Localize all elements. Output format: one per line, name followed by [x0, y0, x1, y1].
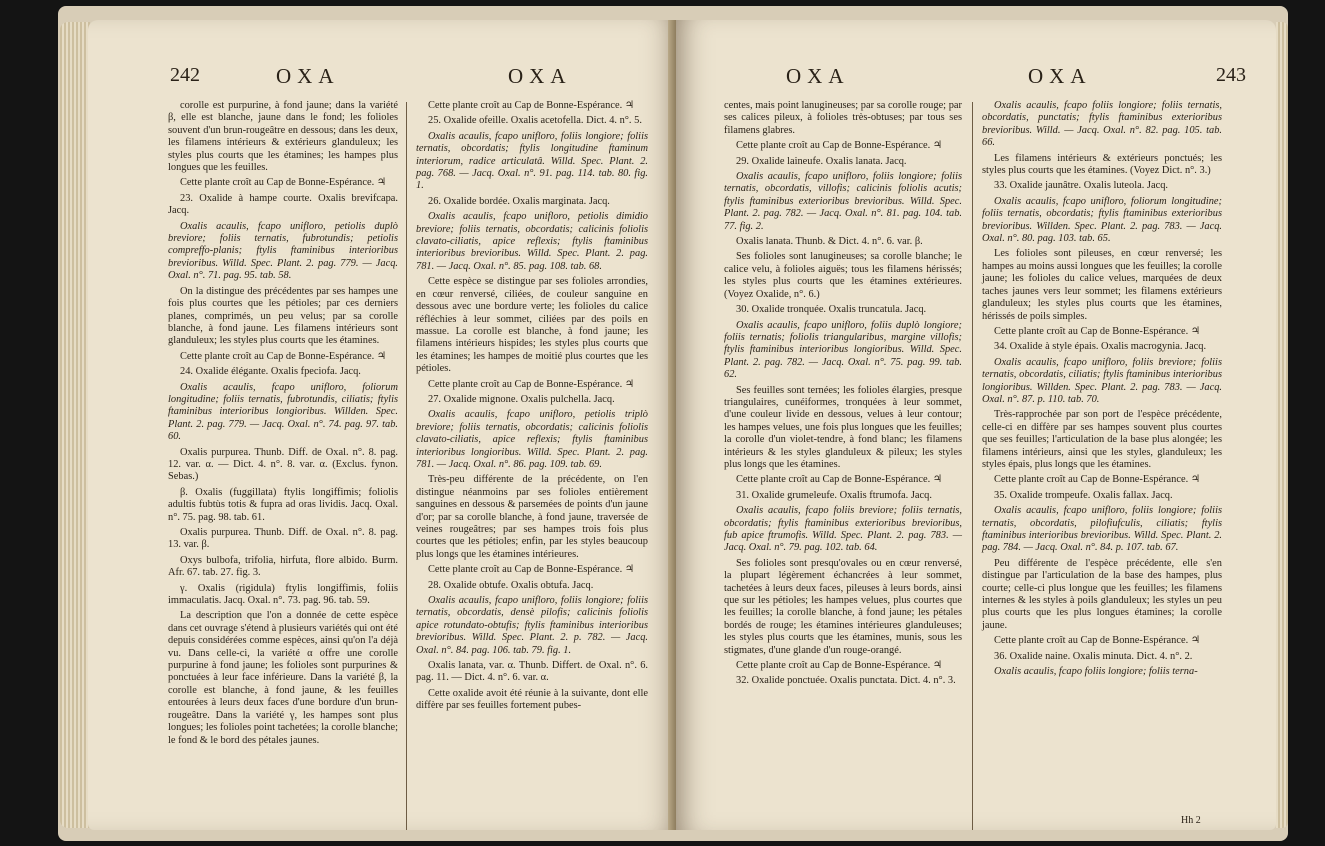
paragraph: 29. Oxalide laineufe. Oxalis lanata. Jacq. — [736, 155, 907, 167]
paragraph: 28. Oxalide obtufe. Oxalis obtufa. Jacq. — [428, 579, 594, 591]
paragraph: 32. Oxalide ponctuée. Oxalis punctata. Dict. 4. n°. 3. — [736, 675, 956, 687]
paragraph: Oxalis acaulis, fcapo unifloro, petiolis duplò breviore; foliis ternatis, fubrotundis; petiolis compreffo-planis; ftylis ftaminibus interioribus brevioribus. Willd. Spec. Plant. 2. pag. 779. — Jacq. Oxal. n°. 71. pag. 95. tab. 58. — [168, 220, 398, 282]
paragraph: Cette plante croît au Cap de Bonne-Espérance. ♃ — [994, 325, 1201, 337]
paragraph: Cette espèce se distingue par ses folioles arrondies, en cœur renversé, ciliées, de couleur sanguine en dessous avec une bordure verte; les folioles du calice réfléchies à leur sommet, ciliées par des poils en massue. La corolle est blanche, à fond jaune; les filamens intérieurs hispides; les styles plus courts que les étamines; les hampes de moitié plus courtes que les pétioles. — [416, 276, 648, 375]
paragraph: Oxalis acaulis, fcapo unifloro, foliorum longitudine; foliis ternatis, fubrotundis, ciliatis; ftylis ftaminibus interioribus longioribus. Willden. Spec. Plant. 2. pag. 779. — Jacq. Oxal. n°. 74. pag. 97. tab. 60. — [168, 381, 398, 443]
paragraph: Oxalis acaulis, fcapo unifloro, foliis longiore; foliis ternatis, obcordatis, densè pilofis; calicinis foliolis apice rotundato-obtufis; ftylis ftaminibus interioribus brevioribus. Willd. Spec. Plant. 2. p. 782. — Jacq. Oxal. n°. 84. pag. 106. tab. 79. fig. 1. — [416, 595, 648, 656]
paragraph: 35. Oxalide trompeufe. Oxalis fallax. Jacq. — [994, 489, 1173, 501]
paragraph: Cette plante croît au Cap de Bonne-Espérance. ♃ — [180, 350, 387, 362]
paragraph: 25. Oxalide ofeille. Oxalis acetofella. Dict. 4. n°. 5. — [428, 115, 642, 127]
running-header-left-2: OXA — [508, 64, 572, 88]
paragraph: 31. Oxalide grumeleufe. Oxalis ftrumofa. Jacq. — [736, 489, 932, 501]
paragraph: 23. Oxalide à hampe courte. Oxalis brevifcapa. Jacq. — [168, 192, 398, 217]
paragraph: Cette plante croît au Cap de Bonne-Espérance. ♃ — [428, 378, 635, 390]
paragraph: Très-rapprochée par son port de l'espèce précédente, celle-ci en diffère par ses hampes souvent plus courtes que ses feuilles; l'articulation de la base plus alongée; les filamens intérieurs, ainsi que les styles, glanduleux; les styles épais, plus longs que les étamines. — [982, 409, 1222, 470]
paragraph: 36. Oxalide naine. Oxalis minuta. Dict. 4. n°. 2. — [994, 650, 1193, 662]
paragraph: Peu différente de l'espèce précédente, elle s'en distingue par l'articulation de la base des hampes, plus courte; celle-ci plus longue que les feuilles; les filamens internes & les styles à poils glanduleux; les styles un peu plus courts que les plus longues étamines; la corolle jaune. — [982, 557, 1222, 631]
paragraph: Cette plante croît au Cap de Bonne-Espérance. ♃ — [428, 564, 635, 576]
paragraph: γ. Oxalis (rigidula) ftylis longiffimis, foliis immaculatis. Jacq. Oxal. n°. 73. pag. 96. tab. 59. — [168, 582, 398, 607]
paragraph: Cette oxalide avoit été réunie à la suivante, dont elle diffère par ses feuilles fortement pubes- — [416, 687, 648, 712]
paragraph: centes, mais point lanugineuses; par sa corolle rouge; par ses calices pileux, à folioles très-obtuses; par tous ses filamens glabres. — [724, 100, 962, 136]
paragraph: Oxalis acaulis, fcapo unifloro, foliis breviore; foliis ternatis, obcordatis, ciliatis; ftylis ftaminibus interioribus longioribus. Willden. Spec. Plant. 2. pag. 783. — Jacq. Oxal. n°. 87. p. 110. tab. 70. — [982, 356, 1222, 405]
paragraph: Oxalis purpurea. Thunb. Diff. de Oxal. n°. 8. pag. 12. var. α. — Dict. 4. n°. 8. var. α. (Exclus. fynon. Sebas.) — [168, 446, 398, 483]
paragraph: Oxalis acaulis, fcapo unifloro, foliis duplò longiore; foliis ternatis; foliolis triangularibus, margine villofis; ftylis ftaminibus interioribus longioribus. Willd. Spec. Plant. 2. pag. 782. — Jacq. Oxal. n°. 75. pag. 99. tab. 62. — [724, 319, 962, 381]
paragraph: 24. Oxalide élégante. Oxalis fpeciofa. Jacq. — [180, 366, 361, 378]
paragraph: Ses feuilles sont ternées; les folioles élargies, presque triangulaires, cunéiformes, tronquées à leur sommet, d'une couleur livide en dessous, velues à leur contour; les hampes velues, une fois plus longues que les feuilles; la corolle d'un violet-tendre, à fond blanc; les filamens intérieurs & les styles glanduleux & pileux; les styles plus longs que les étamines. — [724, 384, 962, 470]
left-column-1 — [168, 100, 398, 750]
column-rule-left — [406, 102, 407, 830]
right-column-1 — [724, 100, 962, 691]
paragraph: corolle est purpurine, à fond jaune; dans la variété β, elle est blanche, jaune dans le fond; les folioles souvent d'un brun-rougeâtre en dessous; dans les deux, les filamens intérieurs & extérieurs glanduleux; les styles plus courts que les étamines; les hampes plus longues que les feuilles. — [168, 100, 398, 174]
running-header-right-1: OXA — [786, 64, 850, 88]
paragraph: Oxalis acaulis, fcapo foliis breviore; foliis ternatis, obcordatis; ftylis ftaminibus exterioribus brevioribus, fub apice ftrumofis. Willd. Spec. Plant. 2. pag. 783. — Jacq. Oxal. n°. 79. pag. 102. tab. 64. — [724, 505, 962, 554]
paragraph: Oxys bulbofa, trifolia, hirfuta, flore albido. Burm. Afr. 67. tab. 27. fig. 3. — [168, 554, 398, 579]
paragraph: 30. Oxalide tronquée. Oxalis truncatula. Jacq. — [736, 304, 927, 316]
paragraph: On la distingue des précédentes par ses hampes une fois plus courtes que les pétioles; par ces derniers planes, comprimés, un peu velus; par sa corolle blanche, à fond jaune. Les filamens intérieurs sont glanduleux; les styles plus courts que les étamines. — [168, 285, 398, 347]
paragraph: Cette plante croît au Cap de Bonne-Espérance. ♃ — [736, 660, 943, 672]
right-page — [676, 20, 1276, 830]
paragraph: La description que l'on a donnée de cette espèce dans cet ouvrage s'étend à plusieurs variétés qui ont été depuis considérées comme espèces, ainsi qu'on l'a déjà vu. Dans celle-ci, la variété α offre une corolle purpurine à fond jaune; les folioles sont purpurines & ponctuées à leur face inférieure. Dans la variété β, la corolle est blanche, à fond jaune, & les feuilles entourées à leurs deux faces d'une bordure d'un brun-rougeâtre. Dans la variété γ, les hampes sont plus longues; les folioles point tachetées; la corolle blanche; le fond & le bord des pétales jaunes. — [168, 610, 398, 746]
paragraph: Ses folioles sont lanugineuses; sa corolle blanche; le calice velu, à folioles aiguës; tous les filamens hérissés; les styles plus courts que les étamines extérieures. (Voyez Oxalide, n°. 6.) — [724, 251, 962, 300]
paragraph: Oxalis acaulis, fcapo unifloro, foliorum longitudine; foliis ternatis, obcordatis; ftylis ftaminibus exterioribus brevioribus. Willden. Spec. Plant. 2. pag. 783. — Jacq. Oxal. n°. 80. pag. 103. tab. 65. — [982, 195, 1222, 245]
paragraph: Oxalis lanata, var. α. Thunb. Differt. de Oxal. n°. 6. pag. 11. — Dict. 4. n°. 6. var. α. — [416, 660, 648, 684]
paragraph: 34. Oxalide à style épais. Oxalis macrogynia. Jacq. — [994, 341, 1207, 353]
paragraph: Cette plante croît au Cap de Bonne-Espérance. ♃ — [180, 177, 387, 189]
paragraph: Oxalis acaulis, fcapo foliis longiore; foliis ternatis, obcordatis, punctatis; ftylis ftaminibus exterioribus brevioribus. Willd. — Jacq. Oxal. n°. 82. pag. 105. tab. 66. — [982, 100, 1222, 149]
column-rule-right — [972, 102, 973, 830]
paragraph: Oxalis acaulis, fcapo unifloro, foliis longiore; foliis ternatis, obcordatis, pilofiufculis, ciliatis; ftylis ftaminibus interioribus brevioribus. Willd. Spec. Plant. 2. pag. 784. — Jacq. Oxal. n°. 84. p. 107. tab. 67. — [982, 505, 1222, 554]
paragraph: Oxalis purpurea. Thunb. Diff. de Oxal. n°. 8. pag. 13. var. β. — [168, 527, 398, 551]
paragraph: β. Oxalis (fuggillata) ftylis longiffimis; foliolis adultis fubtùs totis & fupra ad oras lividis. Jacq. Oxal. n°. 75. pag. 98. tab. 61. — [168, 486, 398, 523]
running-header-left-1: OXA — [276, 64, 340, 88]
paragraph: Très-peu différente de la précédente, on l'en distingue néanmoins par ses folioles entièrement sanguines en dessous & parsemées de points d'un jaune d'or; par sa corolle blanche, à fond jaune, traversée de veines rougeâtres; par ses hampes trois fois plus courtes que les pétioles; enfin, par les styles beaucoup plus longs que les étamines intérieures. — [416, 474, 648, 560]
signature-mark: Hh 2 — [1181, 815, 1201, 826]
page-number-left: 242 — [170, 64, 200, 86]
paragraph: 27. Oxalide mignone. Oxalis pulchella. Jacq. — [428, 393, 615, 405]
left-column-2 — [416, 100, 648, 716]
paragraph: Ses folioles sont presqu'ovales ou en cœur renversé, la plupart légèrement échancrées à leur sommet, tachetées à leurs deux faces, pileuses à leurs bords, ainsi que sur les pétioles; les hampes velues, plus courtes que les feuilles; la corolle blanche, à fond jaune; les pétales bordés de rouge; les étamines intérieures glanduleuses; les styles plus courts que les étamines, munis, sous les stigmates, d'une glande d'un rouge-orangé. — [724, 557, 962, 656]
paragraph: Cette plante croît au Cap de Bonne-Espérance. ♃ — [428, 100, 635, 111]
paragraph: Cette plante croît au Cap de Bonne-Espérance. ♃ — [994, 635, 1201, 647]
paragraph: Oxalis acaulis, fcapo unifloro, foliis longiore; foliis ternatis, obcordatis, villofis; calicinis foliolis acutis; ftylis ftaminibus exterioribus brevioribus. Willd. Spec. Plant. 2. pag. 782. — Jacq. Oxal. n°. 81. pag. 104. tab. 77. fig. 2. — [724, 171, 962, 232]
page-edges-left-top — [60, 22, 90, 828]
paragraph: Cette plante croît au Cap de Bonne-Espérance. ♃ — [736, 474, 943, 486]
page-edges-right — [1276, 22, 1288, 828]
paragraph: Cette plante croît au Cap de Bonne-Espérance. ♃ — [736, 140, 943, 152]
right-column-2 — [982, 100, 1222, 681]
paragraph: Les folioles sont pileuses, en cœur renversé; les hampes au moins aussi longues que les feuilles; la corolle jaune; les folioles du calice velues, marquées de deux taches jaunes vers leur sommet; les filamens extérieurs glanduleux; les styles plus courts que les étamines, hérissés de poils simples. — [982, 248, 1222, 322]
paragraph: Oxalis acaulis, fcapo unifloro, petiolis triplò breviore; foliis ternatis, obcordatis; calicinis foliolis clavato-ciliatis, apice reflexis; ftylis ftaminibus interioribus longioribus. Willd. Spec. Plant. 2. pag. 781. — Jacq. Oxal. n°. 86. pag. 109. tab. 69. — [416, 409, 648, 470]
page-number-right: 243 — [1216, 64, 1246, 86]
paragraph: Oxalis acaulis, fcapo foliis longiore; foliis terna- — [994, 666, 1198, 678]
paragraph: Cette plante croît au Cap de Bonne-Espérance. ♃ — [994, 474, 1201, 486]
paragraph: Oxalis acaulis, fcapo unifloro, petiolis dimidio breviore; foliis ternatis, obcordatis; calicinis foliolis clavato-ciliatis, apice reflexis; ftylis ftaminibus interioribus brevioribus. Willd. Spec. Plant. 2. pag. 781. — Jacq. Oxal. n°. 85. pag. 108. tab. 68. — [416, 211, 648, 272]
paragraph: 33. Oxalide jaunâtre. Oxalis luteola. Jacq. — [994, 180, 1168, 192]
running-header-right-2: OXA — [1028, 64, 1092, 88]
paragraph: Oxalis acaulis, fcapo unifloro, foliis longiore; foliis ternatis, obcordatis; ftylis longitudine ftaminum interiorum, radice articulatâ. Willd. Spec. Plant. 2. pag. 768. — Jacq. Oxal. n°. 91. pag. 114. tab. 80. fig. 1. — [416, 130, 648, 192]
paragraph: Les filamens intérieurs & extérieurs ponctués; les styles plus courts que les étamines. (Voyez Dict. n°. 3.) — [982, 152, 1222, 177]
paragraph: 26. Oxalide bordée. Oxalis marginata. Jacq. — [428, 195, 610, 207]
left-page — [88, 20, 678, 830]
paragraph: Oxalis lanata. Thunb. & Dict. 4. n°. 6. var. β. — [736, 236, 923, 248]
